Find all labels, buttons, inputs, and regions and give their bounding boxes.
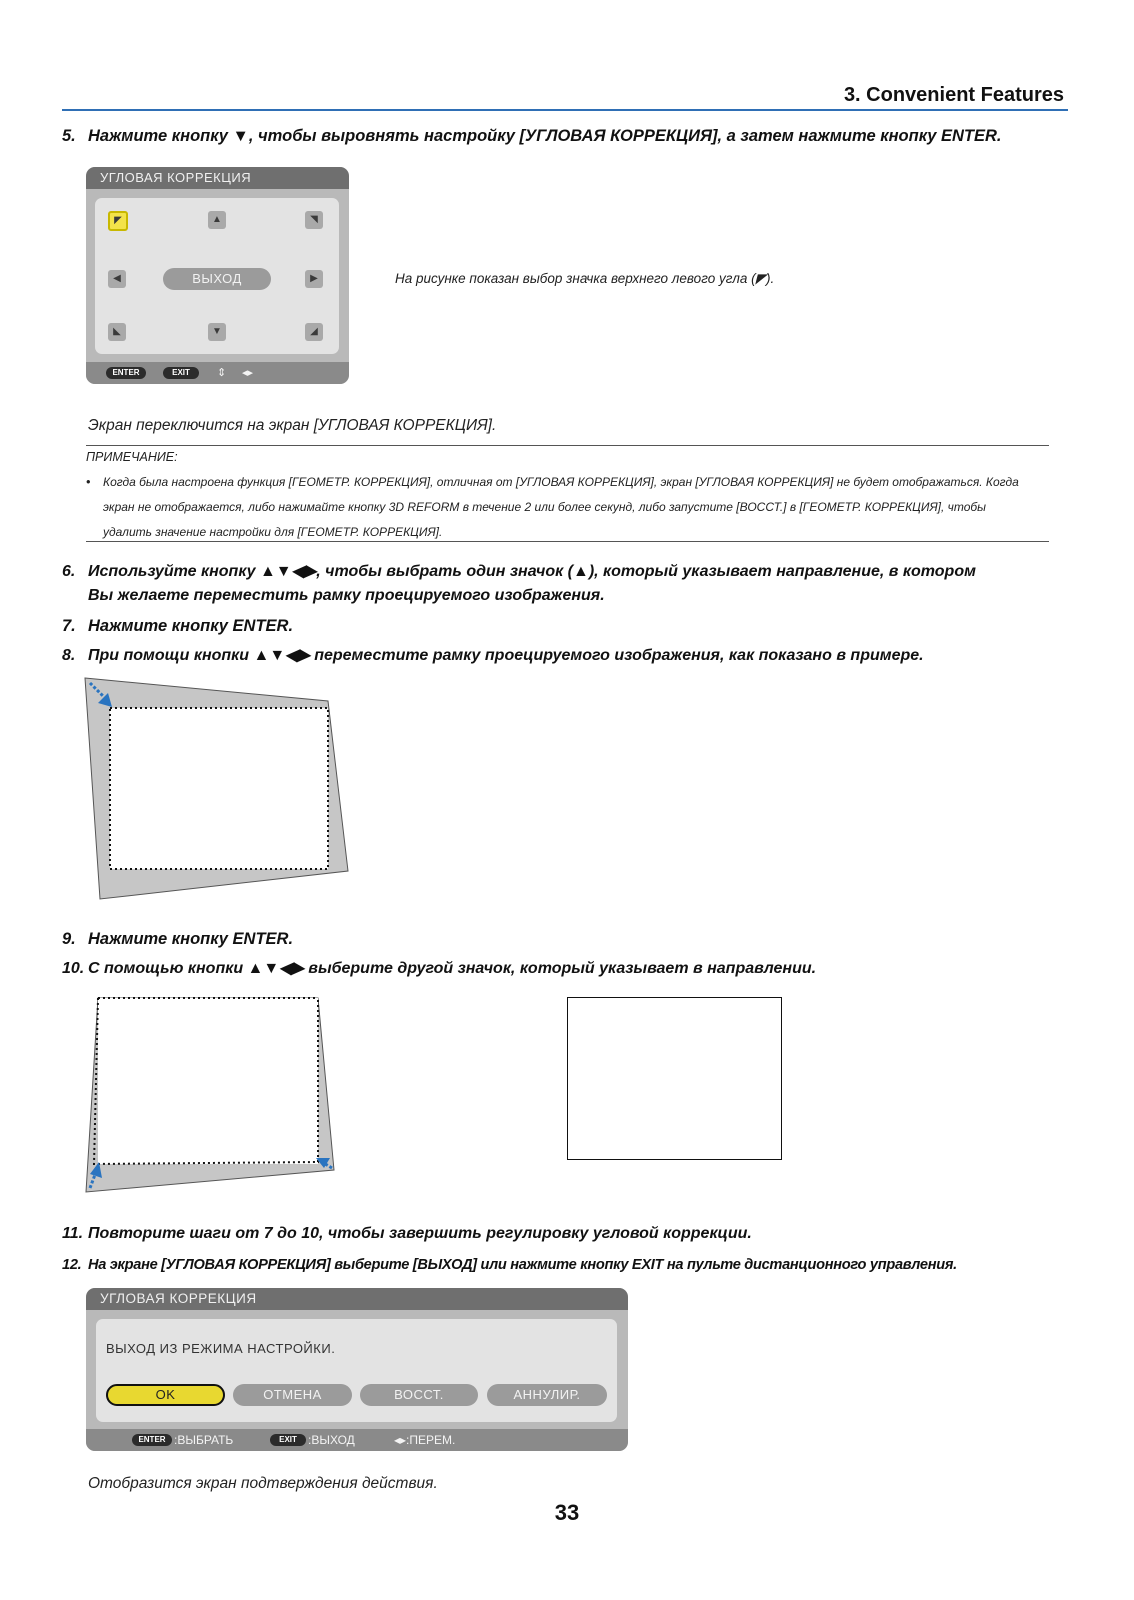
step-6-continued: Вы желаете переместить рамку проецируемого изображения. <box>88 587 605 604</box>
step-8 <box>62 644 924 668</box>
note-bottom-rule <box>86 541 1049 542</box>
top-right-corner-icon[interactable]: ◥ <box>305 211 323 229</box>
exit-confirm-osd <box>86 1288 628 1451</box>
step-12 <box>62 1253 957 1277</box>
step-text: Нажмите кнопку ▼, чтобы выровнять настройку [УГЛОВАЯ КОРРЕКЦИЯ], а затем нажмите кнопку ENTER. <box>88 127 1002 145</box>
header-rule <box>62 109 1068 111</box>
osd-footer <box>86 362 349 384</box>
corner-correction-osd <box>86 167 349 384</box>
exit-hint: :ВЫХОД <box>308 1433 355 1447</box>
note-line-3: удалить значение настройки для [ГЕОМЕТР. КОРРЕКЦИЯ]. <box>103 525 443 539</box>
osd-panel-inner <box>96 1319 617 1422</box>
page-number: 33 <box>554 1500 580 1525</box>
ok-button[interactable]: OK <box>106 1384 225 1406</box>
step-number: 5. <box>62 127 76 145</box>
step-9 <box>62 927 293 951</box>
bottom-left-corner-icon[interactable]: ◣ <box>108 323 126 341</box>
reset-button[interactable]: ВОССТ. <box>360 1384 478 1406</box>
bottom-arrow-icon[interactable]: ▼ <box>208 323 226 341</box>
step-text: На экране [УГЛОВАЯ КОРРЕКЦИЯ] выберите [ВЫХОД] или нажмите кнопку EXIT на пульте дистанционного управления. <box>88 1257 957 1273</box>
step-text: Нажмите кнопку ENTER. <box>88 930 294 948</box>
confirm-text: Отобразится экран подтверждения действия. <box>88 1475 438 1492</box>
step-number: 7. <box>62 617 76 635</box>
exit-button[interactable]: ВЫХОД <box>163 268 271 290</box>
osd-caption: На рисунке показан выбор значка верхнего левого угла (◤). <box>395 271 775 286</box>
top-left-corner-icon[interactable]: ◤ <box>108 211 128 231</box>
exit-key-icon: EXIT <box>163 367 199 379</box>
step-number: 8. <box>62 647 76 664</box>
note-top-rule <box>86 445 1049 446</box>
exit-message: ВЫХОД ИЗ РЕЖИМА НАСТРОЙКИ. <box>106 1341 336 1356</box>
enter-key-icon: ENTER <box>132 1434 172 1446</box>
step-text: Повторите шаги от 7 до 10, чтобы завершить регулировку угловой коррекции. <box>88 1225 752 1242</box>
section-title: 3. Convenient Features <box>843 84 1064 106</box>
osd-title: УГЛОВАЯ КОРРЕКЦИЯ <box>86 167 349 189</box>
step-10 <box>62 957 816 981</box>
bottom-right-corner-icon[interactable]: ◢ <box>305 323 323 341</box>
cancel-button[interactable]: ОТМЕНА <box>233 1384 352 1406</box>
note-bullet: • <box>86 475 91 489</box>
top-arrow-icon[interactable]: ▲ <box>208 211 226 229</box>
enter-hint: :ВЫБРАТЬ <box>174 1433 234 1447</box>
osd-title: УГЛОВАЯ КОРРЕКЦИЯ <box>86 1288 628 1310</box>
leftright-icon: ◂▸ <box>242 367 254 379</box>
updown-icon: ⇕ <box>217 367 227 379</box>
step-text: При помощи кнопки ▲▼◀▶ переместите рамку проецируемого изображения, как показано в примере. <box>88 647 924 664</box>
move-hint: ◂▸:ПЕРЕМ. <box>394 1433 456 1447</box>
note-line-2: экран не отображается, либо нажимайте кнопку 3D REFORM в течение 2 или более секунд, либо запустите [ВОССТ.] в [ГЕОМЕТР. КОРРЕКЦИЯ], чтобы <box>103 500 986 514</box>
osd-footer <box>86 1429 628 1451</box>
note-heading: ПРИМЕЧАНИЕ: <box>86 450 178 464</box>
osd-panel-inner <box>95 198 339 354</box>
keystone-diagram-bottom-corners <box>80 992 345 1202</box>
step-7 <box>62 614 293 638</box>
step-number: 9. <box>62 930 76 948</box>
step-6 <box>62 560 976 584</box>
right-arrow-icon[interactable]: ▶ <box>305 270 323 288</box>
step-number: 12. <box>62 1257 82 1273</box>
step-5 <box>62 124 1002 148</box>
keystone-diagram-top-left <box>80 675 360 905</box>
left-arrow-icon[interactable]: ◀ <box>108 270 126 288</box>
enter-key-icon: ENTER <box>106 367 146 379</box>
step-number: 11. <box>62 1225 84 1242</box>
step-11 <box>62 1222 752 1246</box>
note-line-1: Когда была настроена функция [ГЕОМЕТР. КОРРЕКЦИЯ], отличная от [УГЛОВАЯ КОРРЕКЦИЯ], экран [УГЛОВАЯ КОРРЕКЦИЯ] не будет отображаться. Когда <box>103 475 1019 489</box>
screen-frame <box>110 708 328 869</box>
step-number: 10. <box>62 960 85 977</box>
step-text: С помощью кнопки ▲▼◀▶ выберите другой значок, который указывает в направлении. <box>88 960 817 977</box>
annul-button[interactable]: АННУЛИР. <box>487 1384 607 1406</box>
exit-key-icon: EXIT <box>270 1434 306 1446</box>
step-number: 6. <box>62 563 76 580</box>
screen-switch-text: Экран переключится на экран [УГЛОВАЯ КОРРЕКЦИЯ]. <box>88 417 497 434</box>
step-text: Используйте кнопку ▲▼◀▶, чтобы выбрать один значок (▲), который указывает направление, в котором <box>88 563 976 580</box>
step-text: Нажмите кнопку ENTER. <box>88 617 294 635</box>
result-screen-frame <box>567 997 782 1160</box>
screen-fill <box>98 998 318 1164</box>
